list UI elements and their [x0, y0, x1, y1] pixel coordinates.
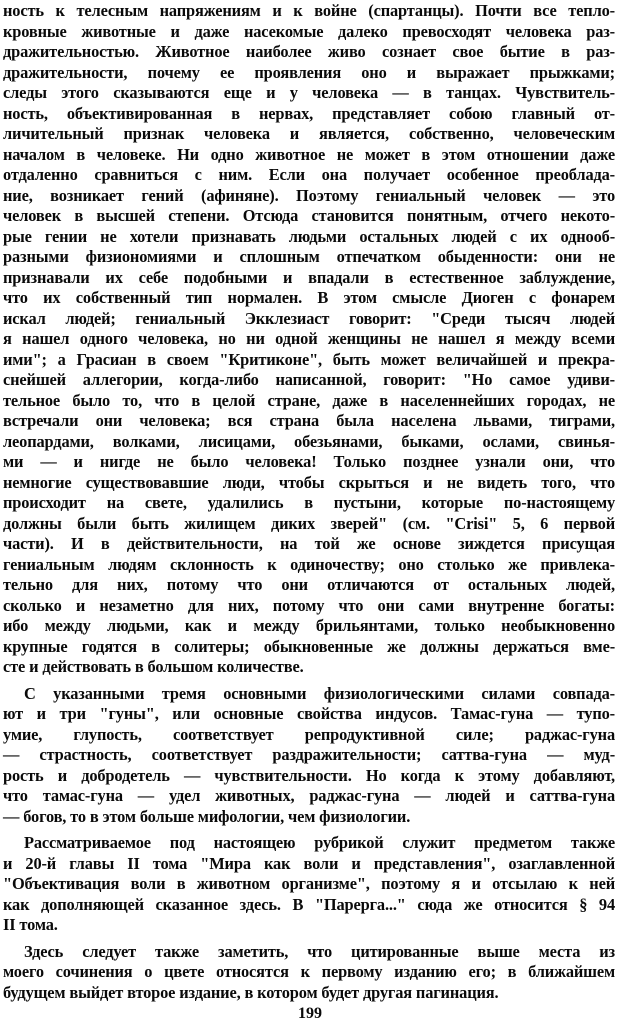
text-line: ют и три "гуны", или основные свойства индусов. Тамас-гуна — тупо-	[3, 704, 615, 723]
text-line: дражительности, почему ее проявления оно и выражает прыжками;	[3, 62, 615, 82]
text-line: человек в высшей степени. Отсюда становится понятным, отчего некото-	[3, 206, 615, 225]
text-line: происходит на свете, удалились в пустыни, которые по-настоящему	[3, 493, 615, 512]
text-line: Здесь следует также заметить, что цитированные выше места из	[24, 941, 615, 961]
text-line: будущем выйдет второе издание, в котором будет другая пагинация.	[3, 982, 499, 1002]
text-line: Рассматриваемое под настоящею рубрикой служит предметом также	[24, 833, 615, 852]
text-line: сколько и незаметно для них, потому что они сами внутренне богаты:	[3, 595, 615, 615]
text-line: личительный признак человека и является, собственно, человеческим	[3, 124, 615, 143]
text-line: следы этого сказываются еще и у человека — в танцах. Чувствитель-	[3, 83, 615, 102]
text-line: ими"; а Грасиан в своем "Критиконе", быть может величайшей и прекра-	[3, 349, 615, 369]
text-line: леопардами, волками, лисицами, обезьянами, быками, ослами, свинья-	[3, 431, 615, 451]
text-line: я нашел одного человека, но ни одной женщины не нашел я между всеми	[3, 329, 615, 348]
text-line: кровные животные и даже насекомые далеко превосходят человека раз-	[3, 21, 615, 41]
text-line: части). И в действительности, на той же основе зиждется присущая	[3, 534, 615, 553]
text-line: С указанными тремя основными физиологическими силами совпада-	[24, 683, 615, 703]
text-line: ибо между людьми, как и между брильянтами, только необыкновенно	[3, 616, 615, 635]
text-line: и 20-й главы II тома "Мира как воли и представления", озаглавленной	[3, 853, 615, 873]
text-line: снейшей аллегории, когда-либо написанной, говорит: "Но самое удиви-	[3, 370, 615, 389]
text-line: рость и добродетель — чувствительности. Но когда к этому добавляют,	[3, 765, 615, 785]
text-line: началом в человеке. Ни одно животное не может в этом отношении даже	[3, 144, 615, 164]
text-line: ность к телесным напряжениям и к войне (спартанцы). Почти все тепло-	[3, 1, 615, 20]
text-line: умие, глупость, соответствует репродуктивной силе; раджас-гуна	[3, 724, 615, 744]
text-line: тельно для них, потому что они отличаются от остальных людей,	[3, 575, 615, 594]
text-line: — страстность, соответствует раздражительности; саттва-гуна — муд-	[3, 745, 615, 764]
text-line: немногие существовавшие люди, чтобы скрыться и не видеть того, что	[3, 472, 615, 492]
text-line: что их собственный тип нормален. В этом смысле Диоген с фонарем	[3, 288, 615, 307]
text-line: признавали их себе подобными и впадали в естественное заблуждение,	[3, 267, 615, 287]
text-line: — богов, то в этом больше мифологии, чем физиологии.	[3, 806, 411, 826]
text-line: разными физиономиями и сплошным отпечатком обыденности: они не	[3, 247, 615, 266]
text-line: ми — и нигде не было человека! Только позднее узнали они, что	[3, 452, 615, 471]
text-line: тельное было то, что в целой стране, даже в населеннейших городах, не	[3, 390, 615, 410]
text-line: как дополняющей сказанное здесь. В "Парерга..." сюда же относится § 94	[3, 894, 615, 914]
text-line: дражительностью. Животное наиболее живо сознает свое бытие в раз-	[3, 42, 615, 61]
text-line: "Объективация воли в животном организме", поэтому я и отсылаю к ней	[3, 874, 615, 893]
text-line: крупные годятся в солитеры; обыкновенные же должны держаться вме-	[3, 636, 615, 656]
text-line: сте и действовать в большом количестве.	[3, 657, 304, 676]
text-line: искал людей; гениальный Экклезиаст говорит: "Среди тысяч людей	[3, 308, 615, 328]
text-line: II тома.	[3, 915, 58, 934]
text-line: должны были быть жилищем диких зверей" (см. "Crisi" 5, 6 первой	[3, 513, 615, 533]
text-line: отдаленно сравниться с ним. Если она получает особенное преоблада-	[3, 165, 615, 184]
text-line: ность, объективированная в нервах, представляет собою главный от-	[3, 103, 615, 123]
text-line: встречали они человека; вся страна была населена львами, тиграми,	[3, 411, 615, 430]
text-line: что тамас-гуна — удел животных, раджас-гуна — людей и саттва-гуна	[3, 786, 615, 805]
body-text	[3, 1, 615, 1003]
text-line: ние, возникает гений (афиняне). Поэтому гениальный человек — это	[3, 185, 615, 205]
text-line: моего сочинения о цвете относятся к первому изданию его; в ближайшем	[3, 962, 615, 981]
text-line: гениальным людям склонность к одиночеству; оно столько же привлека-	[3, 554, 615, 574]
page-number: 199	[298, 1005, 322, 1022]
text-line: рые гении не хотели признавать людьми остальных людей с их однооб-	[3, 226, 615, 246]
